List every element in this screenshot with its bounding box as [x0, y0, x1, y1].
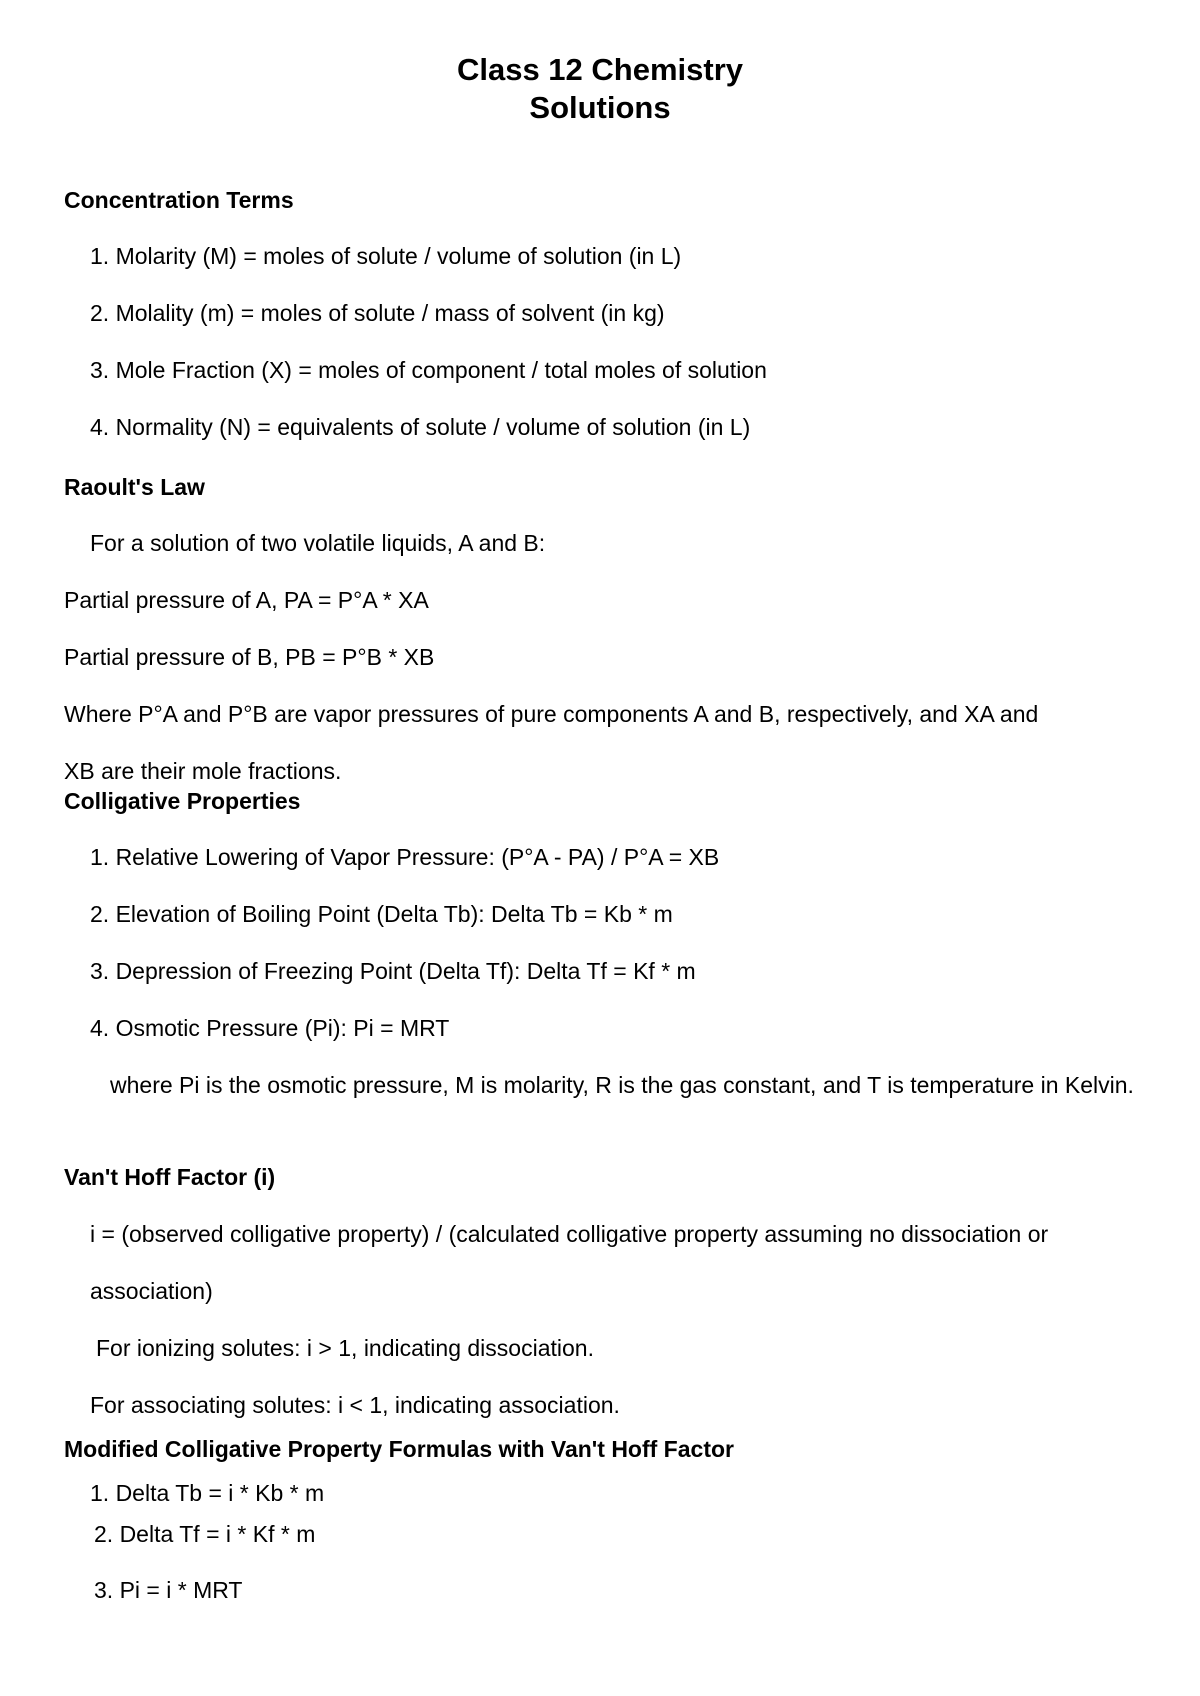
colligative-item-2: 2. Elevation of Boiling Point (Delta Tb): Delta Tb = Kb * m [90, 901, 673, 927]
concentration-item-4: 4. Normality (N) = equivalents of solute / volume of solution (in L) [90, 414, 751, 440]
osmotic-pressure-note: where Pi is the osmotic pressure, M is molarity, R is the gas constant, and T is temperature in Kelvin. [110, 1072, 1134, 1098]
raoult-where-line1: Where P°A and P°B are vapor pressures of pure components A and B, respectively, and XA and [64, 701, 1039, 727]
colligative-item-1: 1. Relative Lowering of Vapor Pressure: (P°A - PA) / P°A = XB [90, 844, 720, 870]
colligative-item-4: 4. Osmotic Pressure (Pi): Pi = MRT [90, 1015, 450, 1041]
vanthoff-definition-line1: i = (observed colligative property) / (calculated colligative property assuming no dissociation or [90, 1221, 1049, 1247]
modified-heading: Modified Colligative Property Formulas with Van't Hoff Factor [64, 1436, 734, 1462]
concentration-heading: Concentration Terms [64, 187, 294, 213]
modified-item-1: 1. Delta Tb = i * Kb * m [90, 1480, 325, 1506]
concentration-item-2: 2. Molality (m) = moles of solute / mass of solvent (in kg) [90, 300, 665, 326]
concentration-item-1: 1. Molarity (M) = moles of solute / volume of solution (in L) [90, 243, 682, 269]
raoult-partial-pressure-a: Partial pressure of A, PA = P°A * XA [64, 587, 429, 613]
modified-item-3: 3. Pi = i * MRT [94, 1577, 243, 1603]
concentration-item-3: 3. Mole Fraction (X) = moles of component / total moles of solution [90, 357, 767, 383]
vanthoff-heading: Van't Hoff Factor (i) [64, 1164, 276, 1190]
raoult-intro: For a solution of two volatile liquids, A and B: [90, 530, 546, 556]
document-title-line1: Class 12 Chemistry [456, 52, 744, 87]
vanthoff-ionizing: For ionizing solutes: i > 1, indicating dissociation. [96, 1335, 594, 1361]
vanthoff-associating: For associating solutes: i < 1, indicating association. [90, 1392, 620, 1418]
vanthoff-definition-line2: association) [90, 1278, 213, 1304]
raoult-heading: Raoult's Law [64, 474, 205, 500]
raoult-where-line2: XB are their mole fractions. [64, 758, 342, 784]
modified-item-2: 2. Delta Tf = i * Kf * m [94, 1521, 316, 1547]
colligative-item-3: 3. Depression of Freezing Point (Delta Tf): Delta Tf = Kf * m [90, 958, 696, 984]
document-title-line2: Solutions [529, 90, 671, 125]
colligative-heading: Colligative Properties [64, 788, 301, 814]
raoult-partial-pressure-b: Partial pressure of B, PB = P°B * XB [64, 644, 435, 670]
